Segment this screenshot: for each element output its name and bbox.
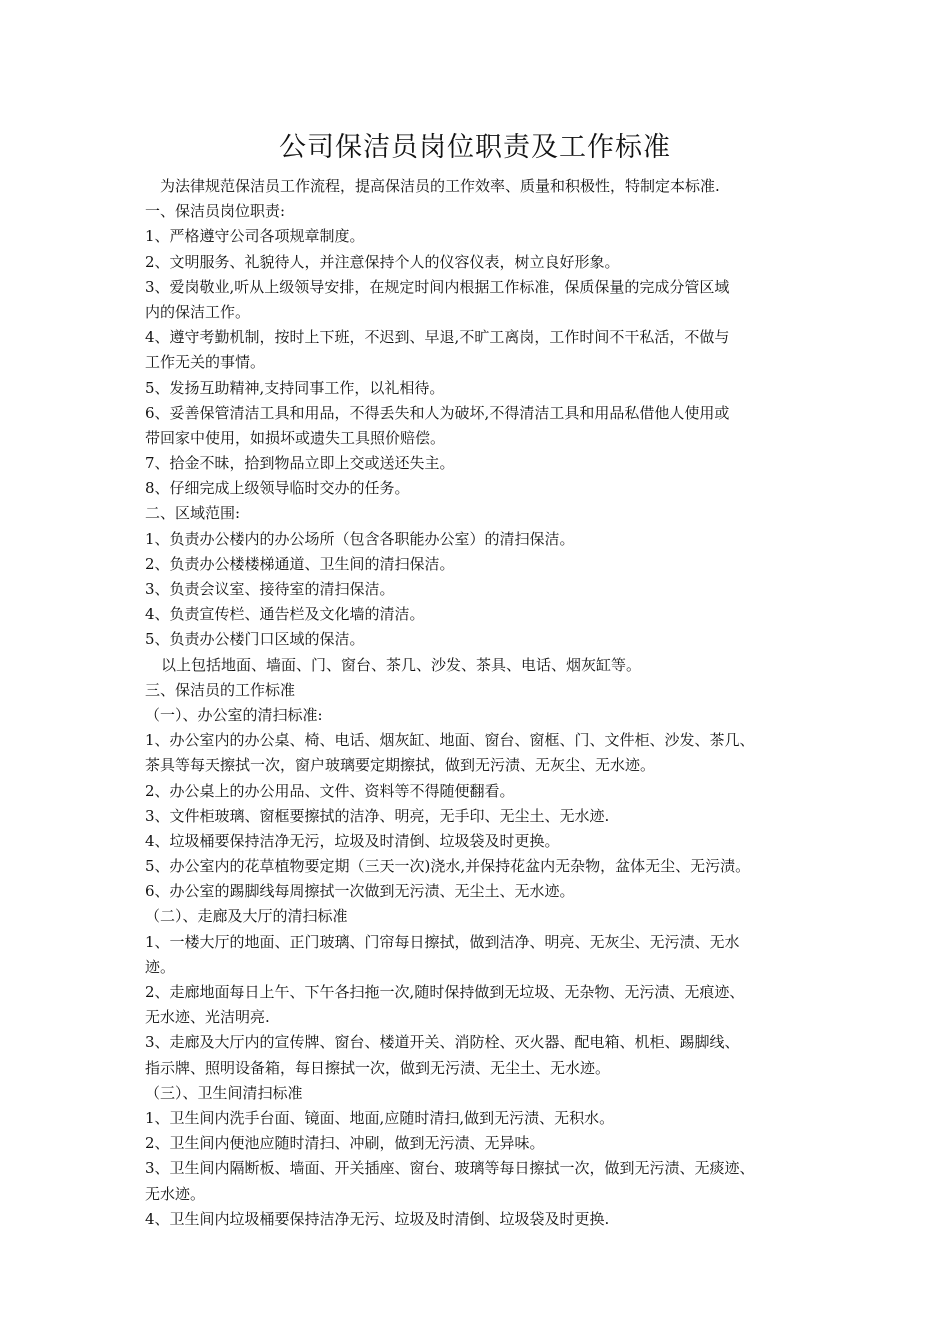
body-line: 为法律规范保洁员工作流程，提高保洁员的工作效率、质量和积极性，特制定本标准. [160,177,720,195]
body-line: 1、严格遵守公司各项规章制度。 [145,227,365,246]
body-line: 2、文明服务、礼貌待人，并注意保持个人的仪容仪表，树立良好形象。 [145,252,620,271]
body-line: 5、办公室内的花草植物要定期（三天一次)浇水,并保持花盆内无杂物，盆体无尘、无污渍。 [145,857,751,876]
body-line: 内的保洁工作。 [145,302,251,321]
body-line: 4、负责宣传栏、通告栏及文化墙的清洁。 [145,605,425,624]
body-line: 2、卫生间内便池应随时清扫、冲刷，做到无污渍、无异味。 [145,1134,545,1153]
body-line: 迹。 [145,957,176,976]
document-body [145,174,825,1232]
body-line: 茶具等每天擦拭一次，窗户玻璃要定期擦拭，做到无污渍、无灰尘、无水迹。 [145,756,656,775]
body-line: 6、办公室的踢脚线每周擦拭一次做到无污渍、无尘土、无水迹。 [145,882,575,901]
body-line: 2、办公桌上的办公用品、文件、资料等不得随便翻看。 [145,781,515,800]
body-line: 3、文件柜玻璃、窗框要擦拭的洁净、明亮，无手印、无尘土、无水迹. [145,806,610,825]
body-line: 1、卫生间内洗手台面、镜面、地面,应随时清扫,做到无污渍、无积水。 [145,1108,615,1127]
body-line: 3、走廊及大厅内的宣传牌、窗台、楼道开关、消防栓、灭火器、配电箱、机柜、踢脚线、 [145,1033,740,1052]
body-line: （三）、卫生间清扫标准 [145,1083,303,1102]
body-line: 以上包括地面、墙面、门、窗台、茶几、沙发、茶具、电话、烟灰缸等。 [161,655,642,674]
body-line: 1、负责办公楼内的办公场所（包含各职能办公室）的清扫保洁。 [145,529,575,548]
body-line: 4、卫生间内垃圾桶要保持洁净无污、垃圾及时清倒、垃圾袋及时更换. [145,1209,610,1228]
body-line: 三、保洁员的工作标准 [145,680,296,699]
document-title: 公司保洁员岗位职责及工作标准 [279,132,671,163]
body-line: 1、一楼大厅的地面、正门玻璃、门帘每日擦拭，做到洁净、明亮、无灰尘、无污渍、无水 [145,932,740,951]
body-line: 4、遵守考勤机制，按时上下班，不迟到、早退,不旷工离岗，工作时间不干私活，不做与 [145,328,730,347]
body-line: 二、区域范围: [145,504,241,523]
body-line: 8、仔细完成上级领导临时交办的任务。 [145,479,410,498]
body-line: 2、走廊地面每日上午、下午各扫拖一次,随时保持做到无垃圾、无杂物、无污渍、无痕迹、 [145,983,745,1001]
body-line: 5、负责办公楼门口区域的保洁。 [145,630,365,649]
body-line: 4、垃圾桶要保持洁净无污，垃圾及时清倒、垃圾袋及时更换。 [145,831,560,850]
body-line: 带回家中使用，如损坏或遗失工具照价赔偿。 [145,428,446,447]
body-line: 无水迹。 [145,1184,206,1203]
body-line: 7、拾金不昧，拾到物品立即上交或送还失主。 [145,454,455,473]
body-line: 5、发扬互助精神,支持同事工作，以礼相待。 [145,378,445,397]
body-line: 指示牌、照明设备箱，每日擦拭一次，做到无污渍、无尘土、无水迹。 [145,1058,611,1077]
body-line: 一、保洁员岗位职责: [145,202,286,221]
body-line: 无水迹、光洁明亮. [145,1008,270,1027]
body-line: 6、妥善保管清洁工具和用品，不得丢失和人为破坏,不得清洁工具和用品私借他人使用或 [145,403,730,422]
body-line: 2、负责办公楼楼梯通道、卫生间的清扫保洁。 [145,554,455,573]
body-line: （一）、办公室的清扫标准: [145,705,323,724]
body-line: 3、爱岗敬业,听从上级领导安排，在规定时间内根据工作标准，保质保量的完成分管区域 [145,277,730,296]
body-line: 工作无关的事情。 [145,353,266,372]
body-line: 3、卫生间内隔断板、墙面、开关插座、窗台、玻璃等每日擦拭一次，做到无污渍、无痰迹、 [145,1159,755,1178]
body-line: 3、负责会议室、接待室的清扫保洁。 [145,580,395,598]
body-line: 1、办公室内的办公桌、椅、电话、烟灰缸、地面、窗台、窗框、门、文件柜、沙发、茶几、 [145,731,755,750]
body-line: （二）、走廊及大厅的清扫标准 [145,907,348,926]
